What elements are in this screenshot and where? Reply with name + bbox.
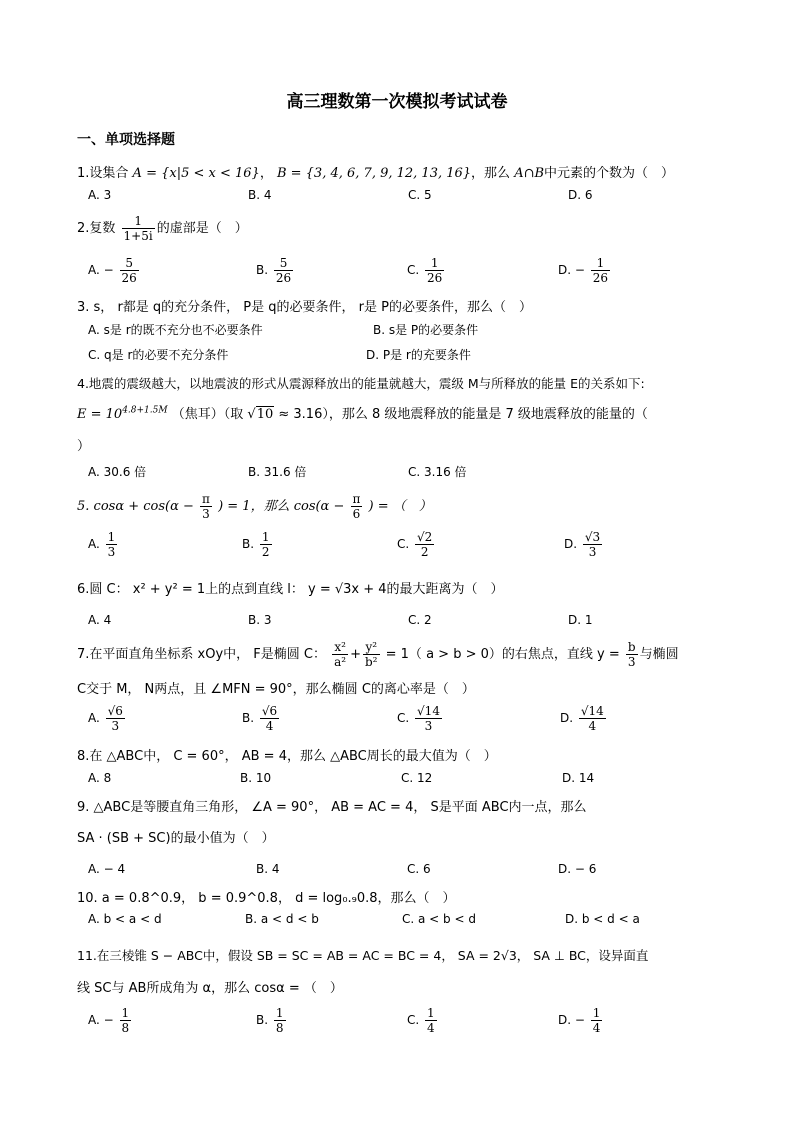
opt-fraction [425,256,444,285]
opt-num: 1 [592,1006,601,1020]
q8-option-c[interactable]: C. 12 [401,771,433,785]
q1-text: 1.设集合 [77,166,129,181]
section-heading: 一、单项选择题 [77,132,175,148]
q5-option-c[interactable] [397,530,436,559]
opt-num: 1 [121,1006,130,1020]
opt-sign: − [574,1013,585,1027]
opt-label: A. [88,537,100,551]
opt-num: √6 [107,704,123,718]
q9-option-d[interactable]: D. − 6 [558,862,597,876]
q7-frac-slope: $\frac{b}{3}$ [627,640,636,669]
opt-num: 1 [427,1006,435,1020]
opt-num: 1 [261,530,270,544]
opt-fraction [120,256,139,285]
q7-text-a: 7.在平面直角坐标系 xOy中， F是椭圆 C： [77,647,326,662]
q4-text-b: （焦耳）（取 [171,407,244,422]
q2-option-b[interactable] [256,256,295,285]
question-8: 8.在 △ABC中， C = 60°， AB = 4，那么 △ABC周长的最大值为（ ） [77,749,497,764]
question-11: 11.在三棱锥 S − ABC中，假设 SB = SC = AB = AC = BC = 4， SA = 2√3， SA ⊥ BC，设异面直 [77,948,649,963]
question-2 [77,214,248,243]
q6-option-d[interactable]: D. 1 [568,613,593,627]
opt-den: 8 [275,1021,284,1035]
q11-option-a[interactable] [88,1006,133,1035]
opt-num: √14 [417,704,440,718]
opt-den: 3 [424,719,433,733]
opt-den: 2 [261,545,270,559]
opt-label: C. [407,263,420,277]
q1-option-c[interactable]: C. 5 [408,188,432,202]
opt-label: C. [397,537,410,551]
q2-option-c[interactable] [407,256,446,285]
q11-option-c[interactable] [407,1006,439,1035]
opt-fraction [583,530,602,559]
q7-text-b: = 1（ a > b > 0）的右焦点，直线 y = [385,647,620,662]
opt-label: D. [558,263,572,277]
question-3: 3. s， r都是 q的充分条件， P是 q的必要条件， r是 P的必要条件，那么（ ） [77,300,532,315]
opt-den: 3 [107,545,116,559]
opt-sign: − [574,263,585,277]
opt-label: A. [88,263,100,277]
q5-text-b: ) = 1，那么 cos(α − [218,499,345,514]
q1-text-c: 中元素的个数为（ ） [544,166,675,181]
opt-den: 26 [592,271,609,285]
q5-six: 6 [352,507,361,521]
opt-label: D. [560,711,574,725]
opt-den: 3 [588,545,597,559]
q7-frac-y: $\frac{\text{y²}}{\text{b²}}$ [365,640,378,669]
q1-text-b: ，那么 [471,166,511,181]
q5-pi-2: π [352,492,361,506]
opt-den: 26 [121,271,137,285]
opt-num: 1 [591,256,610,271]
q2-option-a[interactable] [88,256,141,285]
q3-option-c[interactable]: C. q是 r的必要不充分条件 [88,348,229,362]
opt-den: 8 [121,1021,130,1035]
q2-text: 2.复数 [77,221,116,236]
q4-line2 [77,403,648,422]
opt-num: 1 [425,256,444,271]
opt-num: √14 [580,704,604,718]
q5-text-a: 5. cosα + cos(α − [77,499,194,514]
q9-option-c[interactable]: C. 6 [407,862,431,876]
opt-num: √6 [261,704,278,718]
opt-den: 26 [427,271,443,285]
q4-line3: ） [77,439,91,454]
question-9: 9. △ABC是等腰直角三角形， ∠A = 90°， AB = AC = 4， S是平面 ABC内一点，那么 [77,800,587,815]
q3-option-b[interactable]: B. s是 P的必要条件 [373,323,479,337]
q3-option-a[interactable]: A. s是 r的既不充分也不必要条件 [88,323,263,337]
page-title: 高三理数第一次模拟考试试卷 [286,92,508,112]
q4-exponent: 4.8+1.5M [122,405,168,416]
opt-label: B. [256,1013,269,1027]
q11-option-d[interactable] [558,1006,604,1035]
q5-frac-2 [351,492,363,521]
opt-sign: − [103,1013,114,1027]
opt-num: √2 [417,530,433,544]
opt-num: 1 [275,1006,284,1020]
q7-text-c: 与椭圆 [639,647,679,662]
q4-sqrt: √10 [247,407,274,422]
opt-label: B. [256,263,269,277]
question-4: 4.地震的震级越大，以地震波的形式从震源释放出的能量就越大，震级 M与所释放的能量 E的关系如下: [77,376,645,391]
opt-num: 5 [274,256,293,271]
opt-den: 26 [275,271,292,285]
q1-option-b[interactable]: B. 4 [248,188,272,202]
opt-sign: − [103,263,114,277]
q4-energy-lhs: E = 10 [77,407,123,422]
opt-label: B. [242,537,255,551]
q5-three: 3 [202,507,210,521]
opt-label: A. [88,711,100,725]
q6-option-a[interactable]: A. 4 [88,613,112,627]
q7-option-d[interactable] [560,704,608,733]
opt-den: 4 [592,1021,601,1035]
opt-fraction [106,704,125,733]
q1-set-b: B = {3, 4, 6, 7, 9, 12, 13, 16} [276,166,472,181]
opt-fraction [415,704,442,733]
question-1: 1.设集合 A = {x|5 < x < 16}， B = {3, 4, 6, 7, 9, 12, 13, 16}，那么 A∩B中元素的个数为（ ） [77,166,675,181]
q5-frac-1 [200,492,212,521]
opt-den: 2 [420,545,429,559]
q2-den: 1+5i [123,229,153,243]
opt-fraction [425,1006,437,1035]
opt-fraction [591,256,610,285]
q4-sqrt-value: 10 [256,407,274,422]
question-5 [77,492,432,521]
opt-fraction [260,704,279,733]
q8-option-b[interactable]: B. 10 [240,771,272,785]
q2-text-b: 的虚部是（ ） [156,221,248,236]
q10-option-c[interactable]: C. a < b < d [402,912,476,926]
q2-option-d[interactable] [558,256,612,285]
q9-option-b[interactable]: B. 4 [256,862,280,876]
q9-line2: SA · (SB + SC)的最小值为（ ） [77,831,275,846]
q6-option-b[interactable]: B. 3 [248,613,272,627]
opt-fraction [274,1006,286,1035]
q4-text-c: ≈ 3.16），那么 8 级地震释放的能量是 7 级地震释放的能量的（ [278,407,648,422]
q4-option-a[interactable]: A. 30.6 倍 [88,465,147,479]
q5-text-c: ) = （ ） [368,499,432,514]
q4-option-b[interactable]: B. 31.6 倍 [248,465,307,479]
opt-label: C. [407,1013,420,1027]
q10-option-a[interactable]: A. b < a < d [88,912,162,926]
q5-option-b[interactable] [242,530,274,559]
q11-line2: 线 SC与 AB所成角为 α，那么 cosα = （ ） [77,981,343,996]
opt-fraction [415,530,434,559]
q3-option-d[interactable]: D. P是 r的充要条件 [366,348,471,362]
opt-label: D. [564,537,578,551]
opt-num: 1 [107,530,116,544]
question-6: 6.圆 C： x² + y² = 1上的点到直线 l： y = √3x + 4的最大距离为（ ） [77,582,504,597]
opt-fraction [274,256,293,285]
q8-option-a[interactable]: A. 8 [88,771,112,785]
q1-option-a[interactable]: A. 3 [88,188,112,202]
opt-fraction [120,1006,132,1035]
question-7: 7.在平面直角坐标系 xOy中， F是椭圆 C： $\frac{\text{x²}}{\text{a²}}$ + $\frac{\text{y²}}{\text{b²}}$ = 1（ a > b > 0）的右焦点，直线 y = $\frac{b}{3}$ 与椭圆 [77,640,679,669]
opt-den: 4 [588,719,597,733]
opt-fraction [106,530,118,559]
question-10: 10. a = 0.8^0.9， b = 0.9^0.8， d = log₀.₉0.8，那么（ ） [77,891,456,906]
q1-set-a: A = {x|5 < x < 16} [132,166,260,181]
opt-label: D. [558,1013,572,1027]
opt-label: C. [397,711,410,725]
q8-option-d[interactable]: D. 14 [562,771,595,785]
q10-option-b[interactable]: B. a < d < b [245,912,319,926]
opt-label: A. [88,1013,100,1027]
opt-den: 3 [111,719,120,733]
q2-fraction [122,214,155,243]
opt-fraction [579,704,606,733]
q5-option-a[interactable] [88,530,119,559]
q7-option-a[interactable] [88,704,127,733]
q5-option-d[interactable] [564,530,604,559]
q1-option-d[interactable]: D. 6 [568,188,593,202]
q7-line2: C交于 M， N两点，且 ∠MFN = 90°，那么椭圆 C的离心率是（ ） [77,682,475,697]
opt-label: B. [242,711,255,725]
q6-option-c[interactable]: C. 2 [408,613,432,627]
q5-pi: π [202,492,210,506]
q7-option-c[interactable] [397,704,444,733]
q11-option-b[interactable] [256,1006,288,1035]
q4-option-c[interactable]: C. 3.16 倍 [408,465,467,479]
opt-den: 4 [427,1021,435,1035]
q10-option-d[interactable]: D. b < d < a [565,912,640,926]
opt-fraction [260,530,272,559]
opt-num: √3 [584,530,601,544]
q9-option-a[interactable]: A. − 4 [88,862,126,876]
opt-fraction [591,1006,603,1035]
opt-num: 5 [120,256,139,271]
opt-den: 4 [265,719,274,733]
q7-option-b[interactable] [242,704,281,733]
q2-num: 1 [122,214,155,229]
q1-expr: A∩B [514,166,545,181]
q7-frac-x: $\frac{\text{x²}}{\text{a²}}$ [334,640,347,669]
